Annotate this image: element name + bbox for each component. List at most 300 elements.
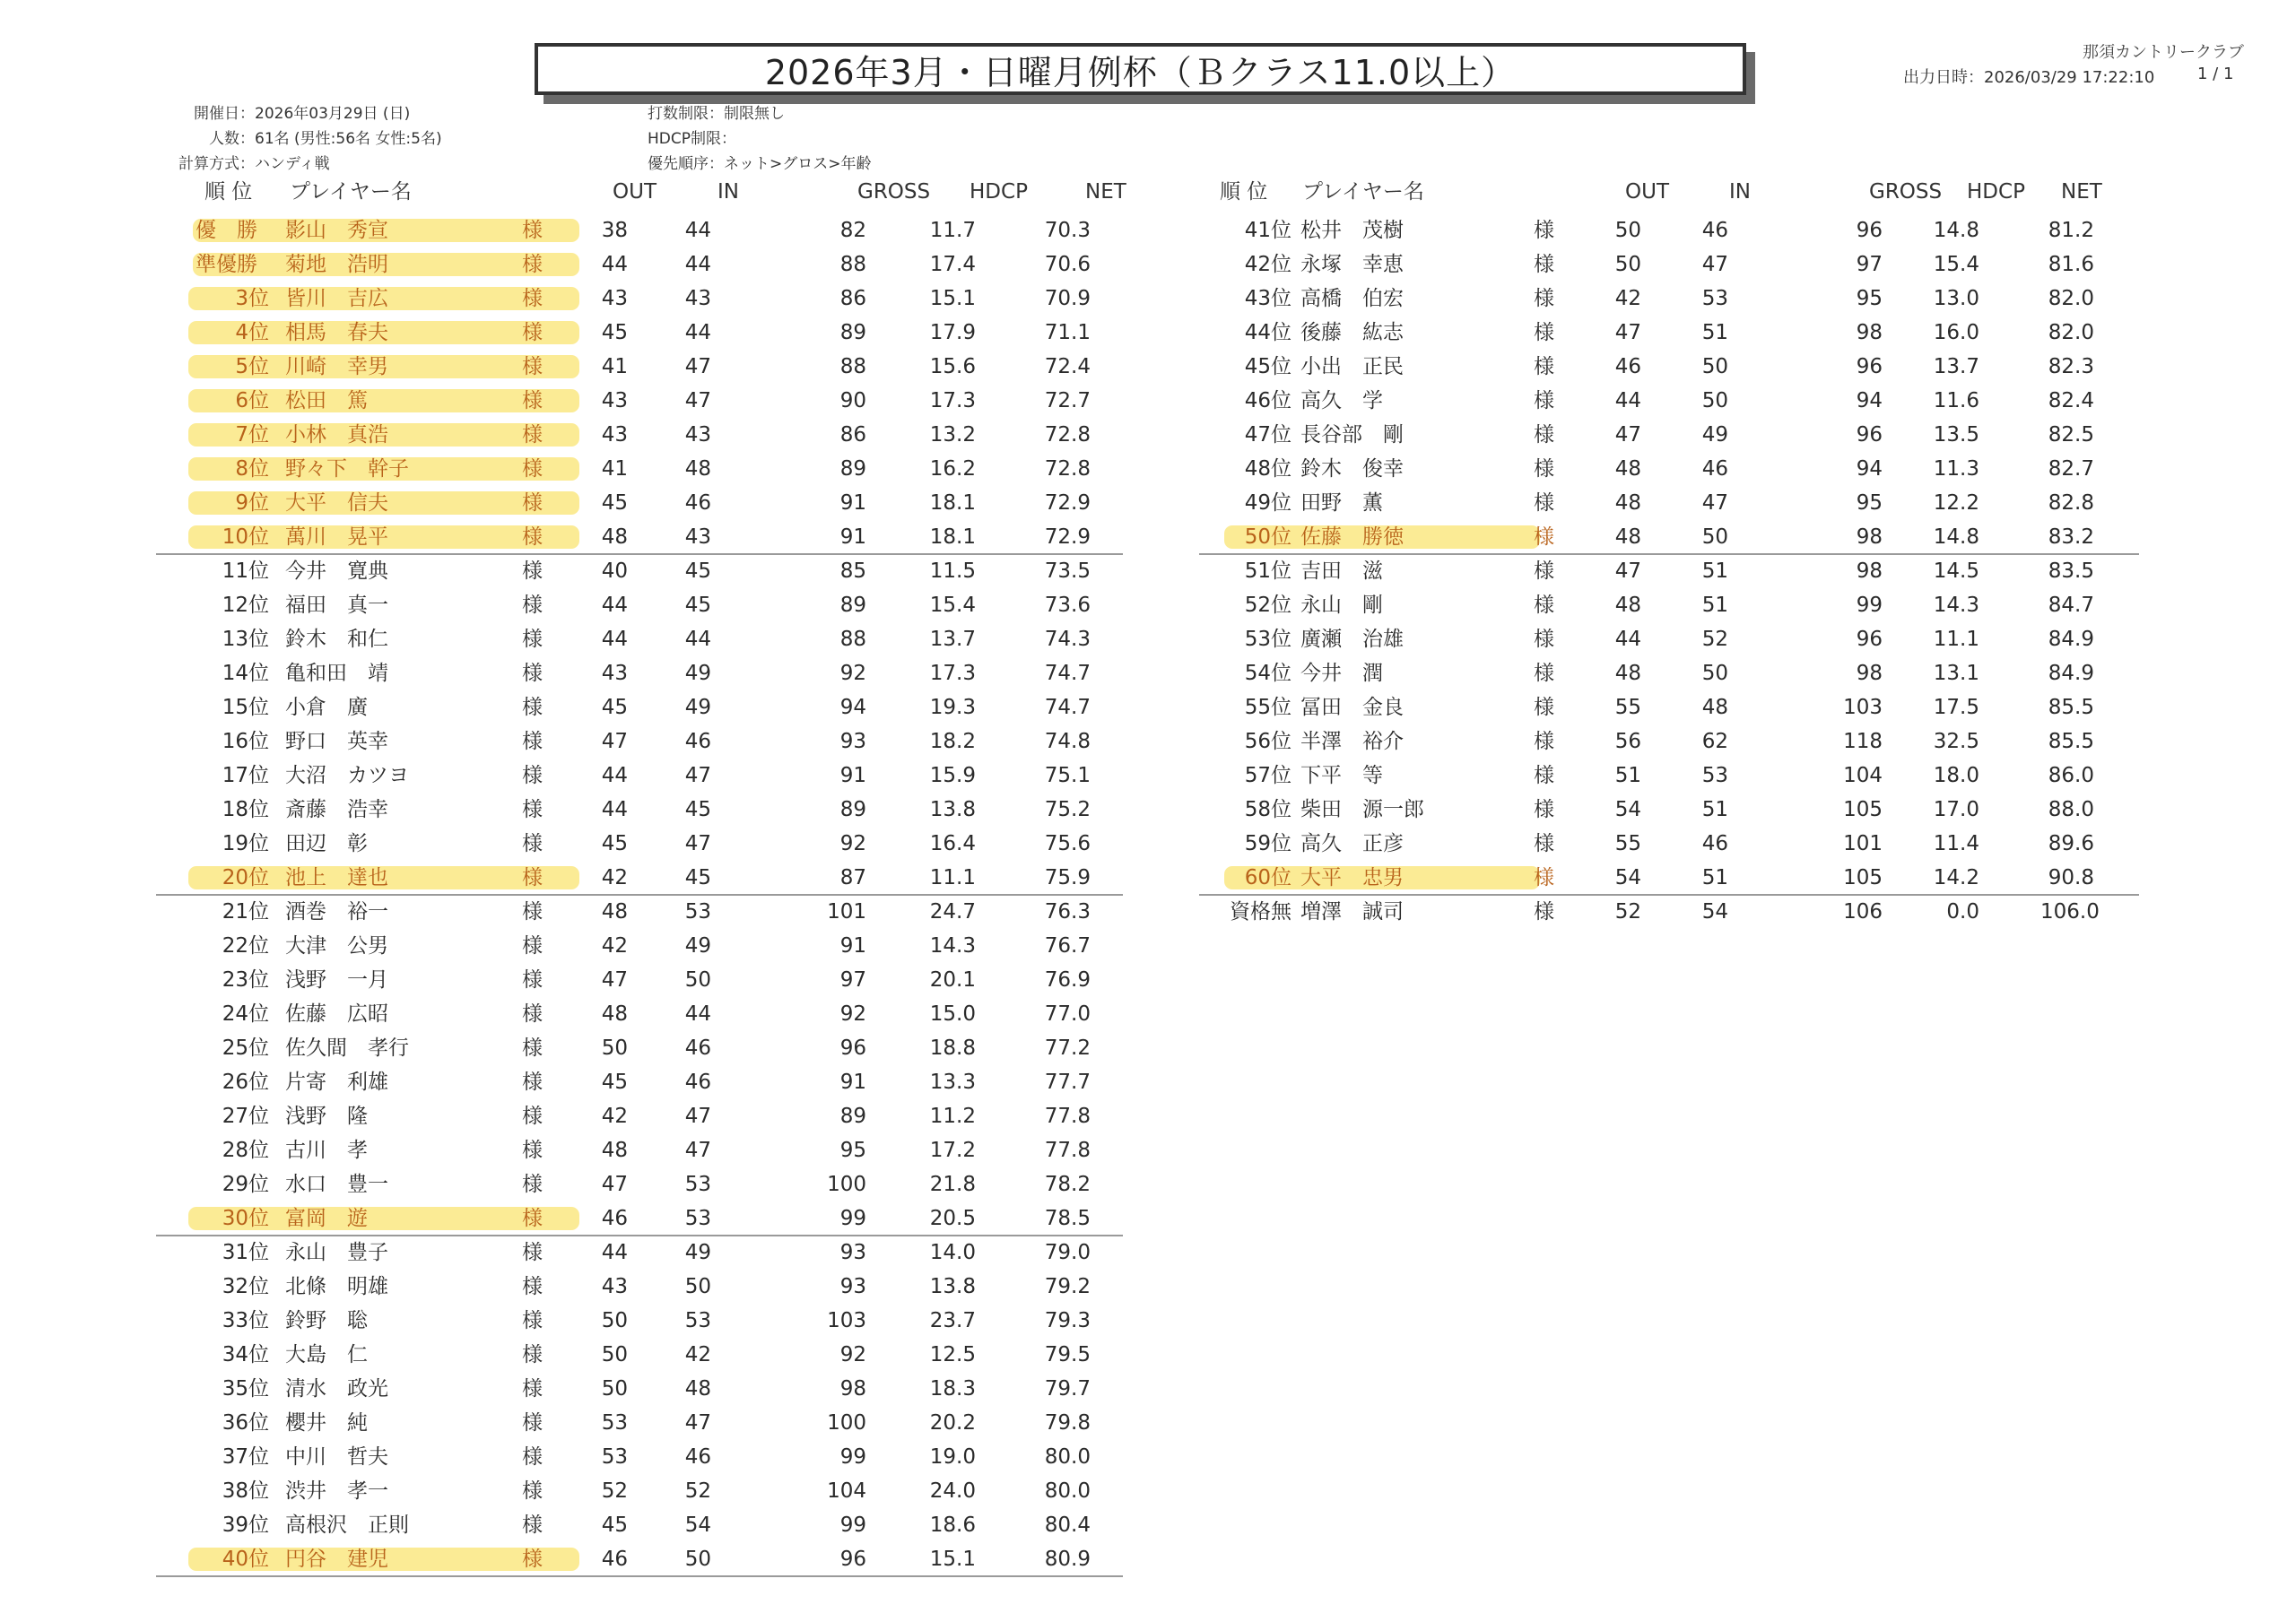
rank-cell: 12位 (222, 594, 269, 617)
meta-date-label: 開催日： (194, 105, 255, 123)
table-row (1197, 861, 2184, 895)
net-score-cell: 85.5 (2048, 696, 2094, 719)
player-name-cell: 田野 薫 (1300, 491, 1383, 515)
player-name-cell: 古川 孝 (285, 1139, 368, 1162)
table-row (1197, 247, 2184, 282)
player-name-cell: 浅野 隆 (285, 1105, 368, 1128)
gross-score-cell: 82 (839, 219, 866, 242)
out-score-cell: 52 (1614, 900, 1641, 924)
out-score-cell: 42 (601, 866, 628, 889)
gross-score-cell: 89 (839, 1105, 866, 1128)
in-score-cell: 50 (684, 1548, 711, 1571)
out-score-cell: 50 (601, 1037, 628, 1060)
gross-score-cell: 96 (1856, 423, 1883, 447)
net-score-cell: 82.4 (2048, 389, 2094, 412)
gross-score-cell: 95 (839, 1139, 866, 1162)
honorific-cell: 様 (522, 389, 543, 412)
table-row (179, 282, 1166, 316)
out-score-cell: 52 (601, 1479, 628, 1503)
in-score-cell: 46 (684, 491, 711, 515)
net-score-cell: 77.8 (1044, 1105, 1091, 1128)
table-row (179, 350, 1166, 384)
meta-date-value: 2026年03月29日 (日) (255, 105, 411, 123)
out-score-cell: 56 (1614, 730, 1641, 753)
honorific-cell: 様 (522, 219, 543, 242)
net-score-cell: 72.8 (1044, 423, 1091, 447)
out-score-cell: 50 (601, 1309, 628, 1332)
out-score-cell: 45 (601, 832, 628, 855)
player-name-cell: 今井 寛典 (285, 559, 388, 583)
rank-cell: 44位 (1244, 321, 1292, 344)
gross-score-cell: 96 (1856, 219, 1883, 242)
player-name-cell: 小林 真浩 (285, 423, 388, 447)
table-row (1197, 554, 2184, 588)
player-name-cell: 中川 哲夫 (285, 1445, 388, 1469)
player-name-cell: 下平 等 (1300, 764, 1383, 787)
net-score-cell: 70.6 (1044, 253, 1091, 276)
rank-cell: 55位 (1244, 696, 1292, 719)
player-name-cell: 片寄 利雄 (285, 1071, 388, 1094)
hdcp-cell: 16.2 (929, 457, 976, 481)
player-name-cell: 北條 明雄 (285, 1275, 388, 1298)
table-row (1197, 759, 2184, 793)
honorific-cell: 様 (522, 423, 543, 447)
rank-cell: 53位 (1244, 628, 1292, 651)
gross-score-cell: 89 (839, 594, 866, 617)
hdcp-cell: 13.8 (929, 1275, 976, 1298)
in-score-cell: 54 (1701, 900, 1728, 924)
rank-cell: 58位 (1244, 798, 1292, 821)
table-row (179, 1201, 1166, 1236)
out-score-cell: 53 (601, 1411, 628, 1435)
gross-score-cell: 98 (1856, 662, 1883, 685)
table-row (179, 861, 1166, 895)
in-score-cell: 47 (684, 1411, 711, 1435)
net-score-cell: 77.8 (1044, 1139, 1091, 1162)
in-score-cell: 53 (684, 900, 711, 924)
player-name-cell: 永山 剛 (1300, 594, 1383, 617)
gross-score-cell: 105 (1843, 866, 1883, 889)
rank-cell: 28位 (222, 1139, 269, 1162)
table-row (179, 895, 1166, 929)
gross-score-cell: 94 (839, 696, 866, 719)
out-score-cell: 48 (601, 1139, 628, 1162)
rank-cell: 11位 (222, 559, 269, 583)
hdcp-cell: 15.4 (929, 594, 976, 617)
hdcp-cell: 18.1 (929, 525, 976, 549)
in-score-cell: 47 (684, 355, 711, 378)
hdcp-cell: 13.1 (1933, 662, 1979, 685)
player-name-cell: 田辺 彰 (285, 832, 368, 855)
out-score-cell: 48 (1614, 662, 1641, 685)
out-score-cell: 43 (601, 1275, 628, 1298)
in-score-cell: 45 (684, 594, 711, 617)
gross-score-cell: 106 (1843, 900, 1883, 924)
net-score-cell: 77.2 (1044, 1037, 1091, 1060)
meta-date (161, 100, 410, 123)
rank-cell: 27位 (222, 1105, 269, 1128)
rank-cell: 22位 (222, 934, 269, 958)
player-name-cell: 大津 公男 (285, 934, 388, 958)
net-score-cell: 76.3 (1044, 900, 1091, 924)
out-score-cell: 47 (601, 1173, 628, 1196)
rank-cell: 4位 (235, 321, 269, 344)
honorific-cell: 様 (522, 968, 543, 992)
honorific-cell: 様 (1534, 389, 1554, 412)
hdcp-cell: 12.2 (1933, 491, 1979, 515)
col-out-header: OUT (1625, 180, 1669, 204)
rank-cell: 24位 (222, 1002, 269, 1026)
out-score-cell: 44 (601, 628, 628, 651)
net-score-cell: 79.5 (1044, 1343, 1091, 1366)
player-name-cell: 鈴野 聡 (285, 1309, 368, 1332)
out-score-cell: 45 (601, 1514, 628, 1537)
in-score-cell: 52 (1701, 628, 1728, 651)
net-score-cell: 78.2 (1044, 1173, 1091, 1196)
table-row (1197, 452, 2184, 486)
hdcp-cell: 16.4 (929, 832, 976, 855)
rank-cell: 50位 (1244, 525, 1292, 549)
honorific-cell: 様 (1534, 866, 1554, 889)
honorific-cell: 様 (1534, 321, 1554, 344)
hdcp-cell: 11.4 (1933, 832, 1979, 855)
net-score-cell: 81.6 (2048, 253, 2094, 276)
net-score-cell: 72.9 (1044, 525, 1091, 549)
net-score-cell: 76.7 (1044, 934, 1091, 958)
out-score-cell: 50 (1614, 253, 1641, 276)
player-name-cell: 川崎 幸男 (285, 355, 388, 378)
in-score-cell: 46 (684, 730, 711, 753)
in-score-cell: 50 (1701, 525, 1728, 549)
out-score-cell: 48 (601, 1002, 628, 1026)
gross-score-cell: 92 (839, 832, 866, 855)
player-name-cell: 相馬 春夫 (285, 321, 388, 344)
hdcp-cell: 0.0 (1946, 900, 1979, 924)
gross-score-cell: 86 (839, 287, 866, 310)
out-score-cell: 44 (601, 1241, 628, 1264)
gross-score-cell: 87 (839, 866, 866, 889)
table-row (179, 656, 1166, 690)
net-score-cell: 79.7 (1044, 1377, 1091, 1401)
net-score-cell: 79.8 (1044, 1411, 1091, 1435)
gross-score-cell: 99 (839, 1207, 866, 1230)
rank-cell: 52位 (1244, 594, 1292, 617)
in-score-cell: 50 (1701, 662, 1728, 685)
col-out-header: OUT (613, 180, 657, 204)
rank-cell: 32位 (222, 1275, 269, 1298)
out-score-cell: 55 (1614, 832, 1641, 855)
table-row (179, 963, 1166, 997)
gross-score-cell: 98 (839, 1377, 866, 1401)
gross-score-cell: 92 (839, 1343, 866, 1366)
in-score-cell: 51 (1701, 866, 1728, 889)
in-score-cell: 48 (684, 1377, 711, 1401)
rank-cell: 40位 (222, 1548, 269, 1571)
player-name-cell: 福田 真一 (285, 594, 388, 617)
gross-score-cell: 99 (839, 1445, 866, 1469)
gross-score-cell: 92 (839, 662, 866, 685)
honorific-cell: 様 (522, 1445, 543, 1469)
table-row (179, 418, 1166, 452)
col-net-header: NET (1085, 180, 1126, 204)
in-score-cell: 53 (1701, 287, 1728, 310)
in-score-cell: 43 (684, 525, 711, 549)
table-row (179, 1440, 1166, 1474)
rank-cell: 13位 (222, 628, 269, 651)
in-score-cell: 49 (684, 662, 711, 685)
gross-score-cell: 89 (839, 457, 866, 481)
out-score-cell: 47 (1614, 559, 1641, 583)
net-score-cell: 83.5 (2048, 559, 2094, 583)
hdcp-cell: 15.1 (929, 1548, 976, 1571)
table-row (179, 1406, 1166, 1440)
net-score-cell: 86.0 (2048, 764, 2094, 787)
honorific-cell: 様 (522, 287, 543, 310)
rank-cell: 56位 (1244, 730, 1292, 753)
honorific-cell: 様 (1534, 559, 1554, 583)
honorific-cell: 様 (1534, 900, 1554, 924)
honorific-cell: 様 (522, 832, 543, 855)
net-score-cell: 83.2 (2048, 525, 2094, 549)
honorific-cell: 様 (1534, 423, 1554, 447)
hdcp-cell: 17.0 (1933, 798, 1979, 821)
player-name-cell: 小出 正民 (1300, 355, 1404, 378)
honorific-cell: 様 (522, 594, 543, 617)
rank-cell: 14位 (222, 662, 269, 685)
rank-cell: 35位 (222, 1377, 269, 1401)
rank-cell: 準優勝 (196, 253, 257, 276)
out-score-cell: 51 (1614, 764, 1641, 787)
hdcp-cell: 13.8 (929, 798, 976, 821)
in-score-cell: 49 (1701, 423, 1728, 447)
rank-cell: 19位 (222, 832, 269, 855)
rank-cell: 47位 (1244, 423, 1292, 447)
hdcp-cell: 18.2 (929, 730, 976, 753)
player-name-cell: 池上 達也 (285, 866, 388, 889)
out-score-cell: 46 (601, 1207, 628, 1230)
honorific-cell: 様 (522, 1002, 543, 1026)
honorific-cell: 様 (1534, 628, 1554, 651)
net-score-cell: 77.0 (1044, 1002, 1091, 1026)
hdcp-cell: 21.8 (929, 1173, 976, 1196)
out-score-cell: 43 (601, 287, 628, 310)
col-player-header: プレイヤー名 (1302, 180, 1424, 204)
rank-cell: 10位 (222, 525, 269, 549)
table-row (179, 997, 1166, 1031)
table-row (179, 384, 1166, 418)
net-score-cell: 80.0 (1044, 1445, 1091, 1469)
hdcp-cell: 18.1 (929, 491, 976, 515)
col-gross-header: GROSS (1869, 180, 1943, 204)
table-row (179, 1065, 1166, 1099)
hdcp-cell: 17.3 (929, 662, 976, 685)
in-score-cell: 47 (1701, 253, 1728, 276)
player-name-cell: 松井 茂樹 (1300, 219, 1404, 242)
table-row (1197, 520, 2184, 554)
in-score-cell: 43 (684, 423, 711, 447)
out-score-cell: 55 (1614, 696, 1641, 719)
meta-hdcp-limit: HDCP制限： (648, 130, 736, 148)
out-score-cell: 42 (601, 1105, 628, 1128)
honorific-cell: 様 (522, 559, 543, 583)
honorific-cell: 様 (1534, 355, 1554, 378)
out-score-cell: 42 (1614, 287, 1641, 310)
honorific-cell: 様 (522, 696, 543, 719)
in-score-cell: 54 (684, 1514, 711, 1537)
rank-cell: 23位 (222, 968, 269, 992)
honorific-cell: 様 (522, 321, 543, 344)
honorific-cell: 様 (522, 1105, 543, 1128)
in-score-cell: 53 (684, 1173, 711, 1196)
meta-stroke-limit: 打数制限：制限無し (648, 105, 785, 123)
net-score-cell: 84.9 (2048, 628, 2094, 651)
table-row (179, 690, 1166, 724)
player-name-cell: 影山 秀宣 (285, 219, 388, 242)
in-score-cell: 62 (1701, 730, 1728, 753)
table-row (179, 1338, 1166, 1372)
honorific-cell: 様 (522, 1377, 543, 1401)
honorific-cell: 様 (1534, 594, 1554, 617)
hdcp-cell: 14.8 (1933, 219, 1979, 242)
in-score-cell: 50 (684, 968, 711, 992)
gross-score-cell: 85 (839, 559, 866, 583)
player-name-cell: 酒巻 裕一 (285, 900, 388, 924)
rank-cell: 9位 (235, 491, 269, 515)
rank-cell: 31位 (222, 1241, 269, 1264)
gross-score-cell: 96 (839, 1548, 866, 1571)
rank-cell: 60位 (1244, 866, 1292, 889)
honorific-cell: 様 (522, 457, 543, 481)
hdcp-cell: 18.8 (929, 1037, 976, 1060)
player-name-cell: 佐藤 広昭 (285, 1002, 388, 1026)
table-row (179, 1133, 1166, 1167)
rank-cell: 20位 (222, 866, 269, 889)
club-name: 那須カントリークラブ (2083, 43, 2244, 62)
net-score-cell: 73.5 (1044, 559, 1091, 583)
player-name-cell: 亀和田 靖 (285, 662, 388, 685)
gross-score-cell: 98 (1856, 321, 1883, 344)
meta-priority: 優先順序：ネット>グロス>年齢 (648, 155, 872, 173)
gross-score-cell: 103 (827, 1309, 866, 1332)
player-name-cell: 斎藤 浩幸 (285, 798, 388, 821)
out-score-cell: 40 (601, 559, 628, 583)
table-row (179, 452, 1166, 486)
table-row (1197, 350, 2184, 384)
honorific-cell: 様 (522, 1479, 543, 1503)
in-score-cell: 51 (1701, 594, 1728, 617)
net-score-cell: 76.9 (1044, 968, 1091, 992)
in-score-cell: 44 (684, 253, 711, 276)
in-score-cell: 44 (684, 219, 711, 242)
net-score-cell: 79.2 (1044, 1275, 1091, 1298)
hdcp-cell: 11.1 (929, 866, 976, 889)
out-score-cell: 47 (601, 968, 628, 992)
honorific-cell: 様 (522, 1207, 543, 1230)
in-score-cell: 45 (684, 866, 711, 889)
table-row (179, 520, 1166, 554)
honorific-cell: 様 (522, 764, 543, 787)
out-score-cell: 44 (601, 253, 628, 276)
honorific-cell: 様 (522, 1275, 543, 1298)
hdcp-cell: 17.9 (929, 321, 976, 344)
hdcp-cell: 19.0 (929, 1445, 976, 1469)
player-name-cell: 菊地 浩明 (285, 253, 388, 276)
player-name-cell: 高橋 伯宏 (1300, 287, 1404, 310)
table-row (179, 554, 1166, 588)
in-score-cell: 47 (1701, 491, 1728, 515)
net-score-cell: 75.2 (1044, 798, 1091, 821)
gross-score-cell: 91 (839, 491, 866, 515)
in-score-cell: 46 (684, 1037, 711, 1060)
table-row (1197, 827, 2184, 861)
out-score-cell: 45 (601, 1071, 628, 1094)
player-name-cell: 冨田 金良 (1300, 696, 1404, 719)
player-name-cell: 野口 英幸 (285, 730, 388, 753)
gross-score-cell: 99 (839, 1514, 866, 1537)
net-score-cell: 82.0 (2048, 287, 2094, 310)
hdcp-cell: 20.1 (929, 968, 976, 992)
player-name-cell: 永塚 幸恵 (1300, 253, 1404, 276)
player-name-cell: 清水 政光 (285, 1377, 388, 1401)
gross-score-cell: 100 (827, 1173, 866, 1196)
player-name-cell: 高根沢 正則 (285, 1514, 409, 1537)
net-score-cell: 80.0 (1044, 1479, 1091, 1503)
honorific-cell: 様 (1534, 798, 1554, 821)
gross-score-cell: 91 (839, 1071, 866, 1094)
rank-cell: 29位 (222, 1173, 269, 1196)
table-row (1197, 316, 2184, 350)
hdcp-cell: 18.6 (929, 1514, 976, 1537)
hdcp-cell: 20.2 (929, 1411, 976, 1435)
in-score-cell: 42 (684, 1343, 711, 1366)
player-name-cell: 櫻井 純 (285, 1411, 368, 1435)
net-score-cell: 77.7 (1044, 1071, 1091, 1094)
table-row (179, 1167, 1166, 1201)
hdcp-cell: 14.0 (929, 1241, 976, 1264)
in-score-cell: 50 (684, 1275, 711, 1298)
net-score-cell: 79.3 (1044, 1309, 1091, 1332)
table-row (1197, 690, 2184, 724)
meta-count-value: 61名 (男性:56名 女性:5名) (255, 130, 442, 148)
out-score-cell: 53 (601, 1445, 628, 1469)
table-row (179, 929, 1166, 963)
honorific-cell: 様 (1534, 287, 1554, 310)
in-score-cell: 51 (1701, 559, 1728, 583)
gross-score-cell: 98 (1856, 559, 1883, 583)
honorific-cell: 様 (522, 525, 543, 549)
honorific-cell: 様 (522, 1071, 543, 1094)
hdcp-cell: 11.1 (1933, 628, 1979, 651)
player-name-cell: 柴田 源一郎 (1300, 798, 1424, 821)
out-score-cell: 48 (1614, 491, 1641, 515)
net-score-cell: 82.0 (2048, 321, 2094, 344)
player-name-cell: 高久 正彦 (1300, 832, 1404, 855)
net-score-cell: 82.5 (2048, 423, 2094, 447)
honorific-cell: 様 (1534, 764, 1554, 787)
rank-cell: 25位 (222, 1037, 269, 1060)
hdcp-cell: 13.7 (1933, 355, 1979, 378)
hdcp-cell: 24.0 (929, 1479, 976, 1503)
table-row (179, 1270, 1166, 1304)
honorific-cell: 様 (522, 1037, 543, 1060)
net-score-cell: 80.9 (1044, 1548, 1091, 1571)
meta-count-label: 人数： (209, 130, 255, 148)
net-score-cell: 74.3 (1044, 628, 1091, 651)
honorific-cell: 様 (522, 1343, 543, 1366)
in-score-cell: 47 (684, 764, 711, 787)
gross-score-cell: 97 (839, 968, 866, 992)
net-score-cell: 88.0 (2048, 798, 2094, 821)
